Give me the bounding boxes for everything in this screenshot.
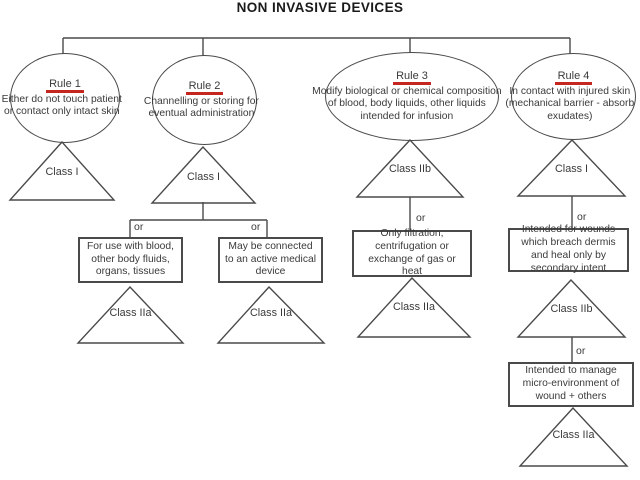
rule4-chain1-or-label: or [577, 211, 587, 223]
page-title: NON INVASIVE DEVICES [236, 0, 404, 15]
rule2-branch1-box: For use with blood, other body fluids, organs, tissues [78, 237, 183, 283]
rule4-chain1-class-label: Class IIb [550, 303, 593, 315]
rule2-ellipse [143, 55, 259, 145]
rule4-chain2-or-label: or [576, 345, 586, 357]
rule1-ellipse [1, 53, 122, 143]
rule4-text: In contact with injured skin (mechanical barrier - absorb exudates) [505, 86, 635, 122]
rule4-ellipse [505, 53, 636, 140]
rule4-chain2-box: Intended to manage micro-environment of wound + others [508, 362, 634, 407]
rule4-chain1-box: Intended for wounds which breach dermis and heal only by secondary intent [508, 228, 629, 272]
rule3-class-label: Class IIb [388, 163, 431, 175]
rule2-branch2-box: May be connected to an active medical device [218, 237, 323, 283]
rule3-branch-or-label: or [416, 212, 426, 224]
rule1-text: Either do not touch patient or contact only intact skin [1, 93, 122, 117]
rule1-label: Rule 1 [46, 78, 84, 93]
rule3-branch-box: Only filtration, centrifugation or exchange of gas or heat [352, 230, 472, 277]
rule2-branch1-class-label: Class IIa [109, 307, 152, 319]
rule1-class-label: Class I [45, 166, 79, 178]
rule4-chain2-class-label: Class IIa [552, 429, 595, 441]
rule3-branch-class-label: Class IIa [392, 301, 435, 313]
rule3-text: Modify biological or chemical composition of blood, body liquids, other liquids intended for infusion [312, 86, 502, 122]
rule4-class-label: Class I [555, 163, 588, 175]
rule2-branch2-or-label: or [251, 221, 261, 233]
rule2-branch2-class-label: Class IIa [249, 307, 292, 319]
rule3-label: Rule 3 [393, 70, 431, 85]
rule2-label: Rule 2 [186, 80, 224, 95]
rule4-label: Rule 4 [555, 70, 593, 85]
rule2-class-label: Class I [187, 171, 220, 183]
rule2-text: Channelling or storing for eventual administration [143, 95, 259, 119]
rule2-branch1-or-label: or [134, 221, 144, 233]
rule3-ellipse [312, 52, 502, 141]
